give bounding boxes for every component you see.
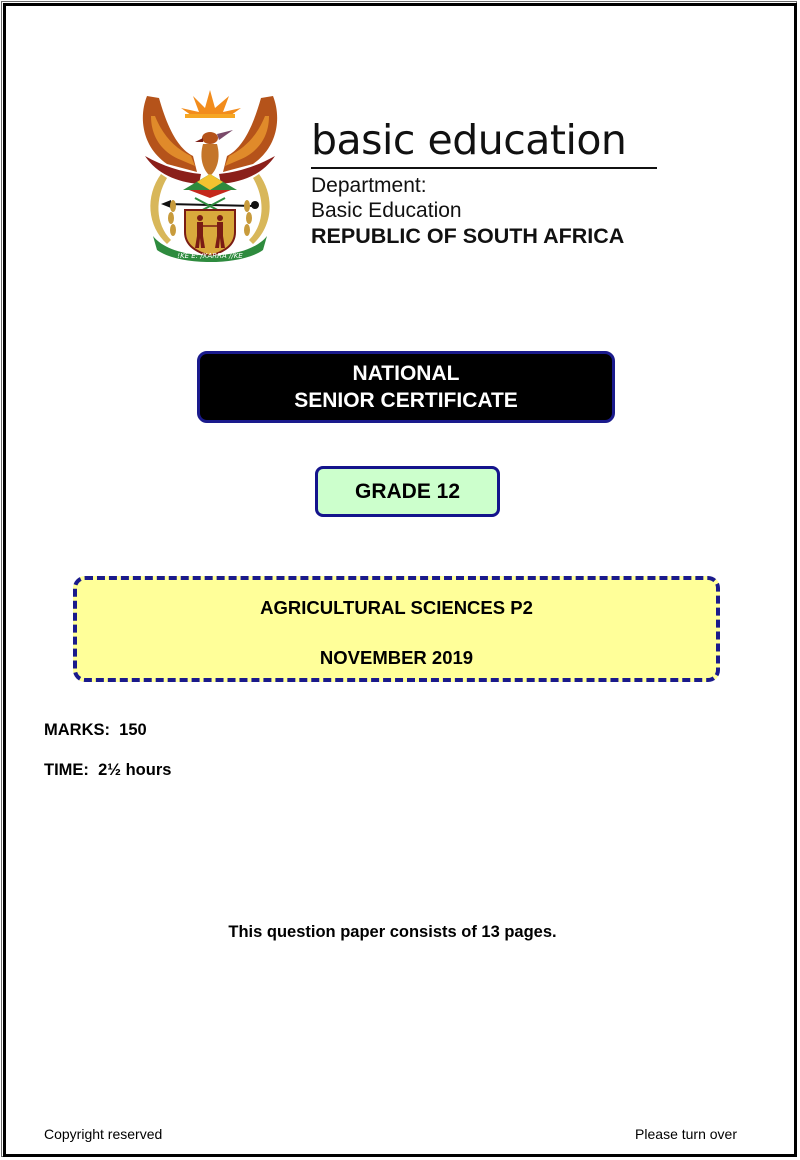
shield-icon (185, 210, 235, 256)
brand-divider (311, 167, 657, 169)
time-allowed: TIME: 2½ hours (44, 761, 172, 779)
department-name: Basic Education (311, 199, 462, 222)
exam-session: NOVEMBER 2019 (319, 647, 474, 668)
page-count-note: This question paper consists of 13 pages. (228, 923, 557, 941)
tusk-right-icon (249, 174, 270, 244)
subject-panel (73, 576, 720, 682)
footer-turn-over: Please turn over (635, 1126, 737, 1142)
country-name: REPUBLIC OF SOUTH AFRICA (311, 224, 625, 248)
grade-badge (315, 466, 500, 517)
brand-title: basic education (311, 116, 627, 164)
sun-icon (181, 90, 241, 118)
subject-title: AGRICULTURAL SCIENCES P2 (260, 597, 533, 618)
department-label: Department: (311, 174, 427, 197)
svg-text:!KE E: /XARRA //KE: !KE E: /XARRA //KE (177, 252, 243, 260)
marks-total: MARKS: 150 (44, 721, 147, 739)
tusk-left-icon (150, 174, 171, 244)
grade-label: GRADE 12 (354, 479, 461, 503)
footer-copyright: Copyright reserved (44, 1126, 163, 1142)
coat-of-arms-icon (137, 86, 283, 262)
certificate-banner (197, 351, 615, 423)
certificate-line-1: NATIONAL (352, 362, 460, 385)
certificate-line-2: SENIOR CERTIFICATE (294, 389, 518, 412)
